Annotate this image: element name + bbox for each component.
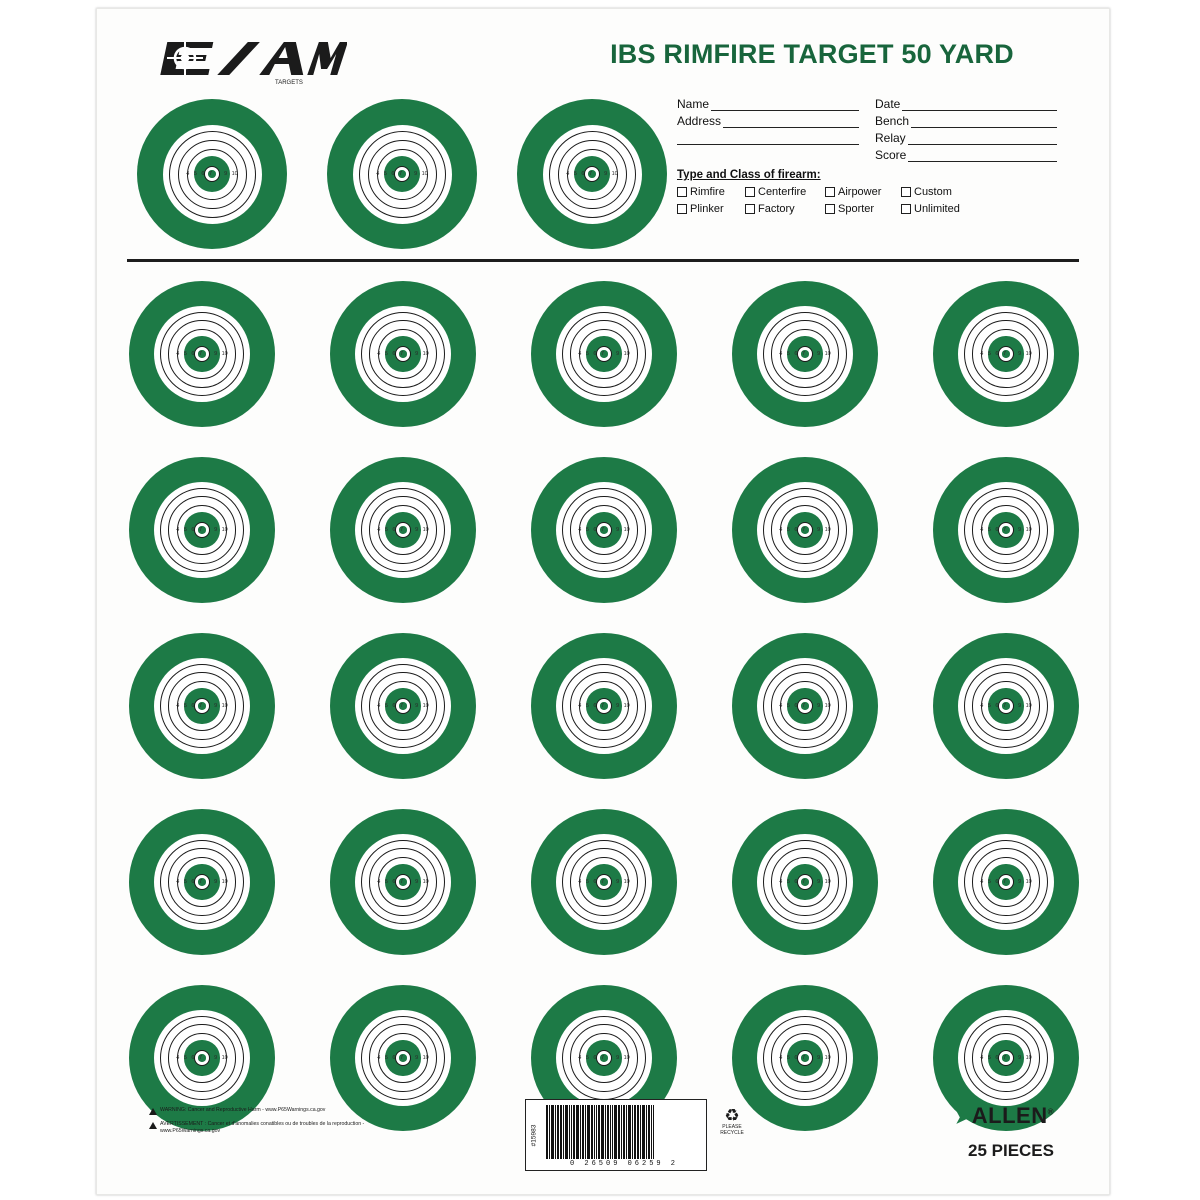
ring-number-strip: 4 5 6 7 9 10 xyxy=(779,351,831,357)
bullseye-target xyxy=(129,281,275,427)
main-target-grid xyxy=(129,281,1079,1161)
allen-arrow-icon: ➤ xyxy=(955,1107,971,1127)
bullseye-target xyxy=(531,809,677,955)
relay-field[interactable] xyxy=(875,131,1057,145)
warning-text-en: WARNING: Cancer and Reproductive Harm - www.P65Warnings.ca.gov xyxy=(160,1107,326,1113)
paper-target-sheet xyxy=(96,8,1110,1195)
checkbox-sporter[interactable] xyxy=(825,203,901,215)
brand-name xyxy=(955,1103,1054,1129)
relay-input-line[interactable] xyxy=(908,131,1057,145)
bullseye-target xyxy=(137,99,287,249)
sheet-header xyxy=(97,9,1109,259)
ring-number-strip: 4 5 6 7 9 10 xyxy=(176,351,228,357)
bullseye-target xyxy=(327,99,477,249)
ring-number-strip: 4 5 6 7 9 10 xyxy=(376,171,428,177)
bench-field[interactable] xyxy=(875,114,1057,128)
prop65-warning-block xyxy=(149,1107,379,1142)
score-field[interactable] xyxy=(875,148,1057,162)
bullseye-target xyxy=(933,281,1079,427)
barcode-block xyxy=(525,1099,707,1171)
ring-number-strip: 4 5 6 7 9 10 xyxy=(377,351,429,357)
bullseye-target xyxy=(531,633,677,779)
bullseye-target xyxy=(517,99,667,249)
bullseye-target xyxy=(129,809,275,955)
barcode-sku-text: #15983 xyxy=(530,1124,538,1146)
name-input-line[interactable] xyxy=(711,97,859,111)
ring-number-strip: 4 5 6 7 9 10 xyxy=(779,703,831,709)
checkbox-plinker[interactable] xyxy=(677,203,745,215)
bullseye-target xyxy=(933,633,1079,779)
bullseye-target xyxy=(531,281,677,427)
sheet-footer xyxy=(97,1089,1109,1184)
recycle-label: PLEASE RECYCLE xyxy=(720,1124,744,1136)
ring-number-strip: 4 5 6 7 9 10 xyxy=(377,1055,429,1061)
bullseye-target xyxy=(732,633,878,779)
bench-label: Bench xyxy=(875,114,910,128)
bullseye-target xyxy=(330,809,476,955)
name-field[interactable] xyxy=(677,97,859,111)
checkbox-row-1 xyxy=(677,186,1057,198)
checkbox-custom[interactable] xyxy=(901,186,981,198)
page-title: IBS RIMFIRE TARGET 50 YARD xyxy=(610,39,1014,69)
checkbox-box[interactable] xyxy=(745,187,755,197)
firearm-class-checkboxes xyxy=(677,186,1057,215)
recycle-mark xyxy=(711,1107,753,1136)
checkbox-label: Factory xyxy=(758,203,795,215)
svg-text:TARGETS: TARGETS xyxy=(275,80,303,86)
ring-number-strip: 4 5 6 7 9 10 xyxy=(779,879,831,885)
target-row-3 xyxy=(129,633,1079,779)
relay-label: Relay xyxy=(875,131,906,145)
bullseye-target xyxy=(330,457,476,603)
bullseye-target xyxy=(330,281,476,427)
ring-number-strip: 4 5 6 7 9 10 xyxy=(578,879,630,885)
brand-label: ALLEN xyxy=(971,1103,1048,1128)
ring-number-strip: 4 5 6 7 9 10 xyxy=(578,1055,630,1061)
ring-number-strip: 4 5 6 7 9 10 xyxy=(779,1055,831,1061)
address-line2-field[interactable] xyxy=(677,131,859,145)
checkbox-airpower[interactable] xyxy=(825,186,901,198)
ring-number-strip: 4 5 6 7 9 10 xyxy=(779,527,831,533)
bullseye-target xyxy=(129,633,275,779)
pieces-count: 25 PIECES xyxy=(968,1141,1054,1160)
ring-number-strip: 4 5 6 7 9 10 xyxy=(980,703,1032,709)
ring-number-strip: 4 5 6 7 9 10 xyxy=(980,1055,1032,1061)
ring-number-strip: 4 5 6 7 9 10 xyxy=(980,527,1032,533)
checkbox-factory[interactable] xyxy=(745,203,825,215)
checkbox-centerfire[interactable] xyxy=(745,186,825,198)
shooter-info-form xyxy=(677,97,1057,220)
ring-number-strip: 4 5 6 7 9 10 xyxy=(377,879,429,885)
checkbox-unlimited[interactable] xyxy=(901,203,981,215)
bullseye-target xyxy=(732,457,878,603)
checkbox-box[interactable] xyxy=(745,204,755,214)
ring-number-strip: 4 5 6 7 9 10 xyxy=(578,527,630,533)
ring-number-strip: 4 5 6 7 9 10 xyxy=(176,1055,228,1061)
checkbox-label: Rimfire xyxy=(690,186,725,198)
ring-number-strip: 4 5 6 7 9 10 xyxy=(377,527,429,533)
warning-english xyxy=(149,1107,379,1114)
score-label: Score xyxy=(875,148,907,162)
checkbox-box[interactable] xyxy=(677,187,687,197)
warning-text-fr: AVERTISSEMENT : Cancer et d'anomalies conatibles ou de troubles de la reproduction - www.P65Warnings.ca.gov xyxy=(160,1121,365,1135)
checkbox-box[interactable] xyxy=(901,204,911,214)
bullseye-target xyxy=(933,457,1079,603)
bench-input-line[interactable] xyxy=(911,114,1057,128)
ring-number-strip: 4 5 6 7 9 10 xyxy=(176,879,228,885)
address-label: Address xyxy=(677,114,722,128)
ring-number-strip: 4 5 6 7 9 10 xyxy=(176,703,228,709)
barcode-bars xyxy=(546,1105,702,1159)
checkbox-label: Custom xyxy=(914,186,952,198)
checkbox-label: Plinker xyxy=(690,203,724,215)
warning-triangle-icon xyxy=(149,1122,157,1129)
target-row-2 xyxy=(129,457,1079,603)
bullseye-target xyxy=(732,809,878,955)
bullseye-target xyxy=(531,457,677,603)
score-input-line[interactable] xyxy=(908,148,1057,162)
bullseye-target xyxy=(330,633,476,779)
checkbox-label: Airpower xyxy=(838,186,882,198)
ring-number-strip: 4 5 6 7 9 10 xyxy=(578,351,630,357)
bullseye-target xyxy=(732,281,878,427)
ring-number-strip: 4 5 6 7 9 10 xyxy=(566,171,618,177)
ring-number-strip: 4 5 6 7 9 10 xyxy=(176,527,228,533)
target-row-1 xyxy=(129,281,1079,427)
ring-number-strip: 4 5 6 7 9 10 xyxy=(186,171,238,177)
allen-brand-block xyxy=(955,1103,1054,1161)
ring-number-strip: 4 5 6 7 9 10 xyxy=(578,703,630,709)
checkbox-label: Unlimited xyxy=(914,203,960,215)
ring-number-strip: 4 5 6 7 9 10 xyxy=(980,879,1032,885)
address-line2-input-line[interactable] xyxy=(677,131,859,145)
checkbox-box[interactable] xyxy=(825,204,835,214)
ez-aim-logo xyxy=(157,34,347,86)
barcode-digits: 0 26509 06259 2 xyxy=(569,1160,678,1168)
checkbox-box[interactable] xyxy=(901,187,911,197)
warning-triangle-icon xyxy=(149,1108,157,1115)
warning-french xyxy=(149,1121,379,1135)
checkbox-box[interactable] xyxy=(825,187,835,197)
checkbox-label: Sporter xyxy=(838,203,875,215)
date-label: Date xyxy=(875,97,901,111)
checkbox-rimfire[interactable] xyxy=(677,186,745,198)
barcode xyxy=(542,1100,706,1170)
address-input-line[interactable] xyxy=(723,114,859,128)
target-row-4 xyxy=(129,809,1079,955)
type-and-class-heading: Type and Class of firearm: xyxy=(677,169,821,181)
date-field[interactable] xyxy=(875,97,1057,111)
brand-tm: ® xyxy=(1047,1107,1054,1117)
date-input-line[interactable] xyxy=(902,97,1057,111)
barcode-sku xyxy=(526,1100,542,1170)
bullseye-target xyxy=(933,809,1079,955)
checkbox-box[interactable] xyxy=(677,204,687,214)
address-field[interactable] xyxy=(677,114,859,128)
name-label: Name xyxy=(677,97,710,111)
bullseye-target xyxy=(129,457,275,603)
header-divider xyxy=(127,259,1079,262)
ring-number-strip: 4 5 6 7 9 10 xyxy=(377,703,429,709)
top-target-row xyxy=(137,99,667,249)
checkbox-row-2 xyxy=(677,203,1057,215)
ring-number-strip: 4 5 6 7 9 10 xyxy=(980,351,1032,357)
checkbox-label: Centerfire xyxy=(758,186,807,198)
recycle-icon: ♻ xyxy=(724,1106,740,1125)
